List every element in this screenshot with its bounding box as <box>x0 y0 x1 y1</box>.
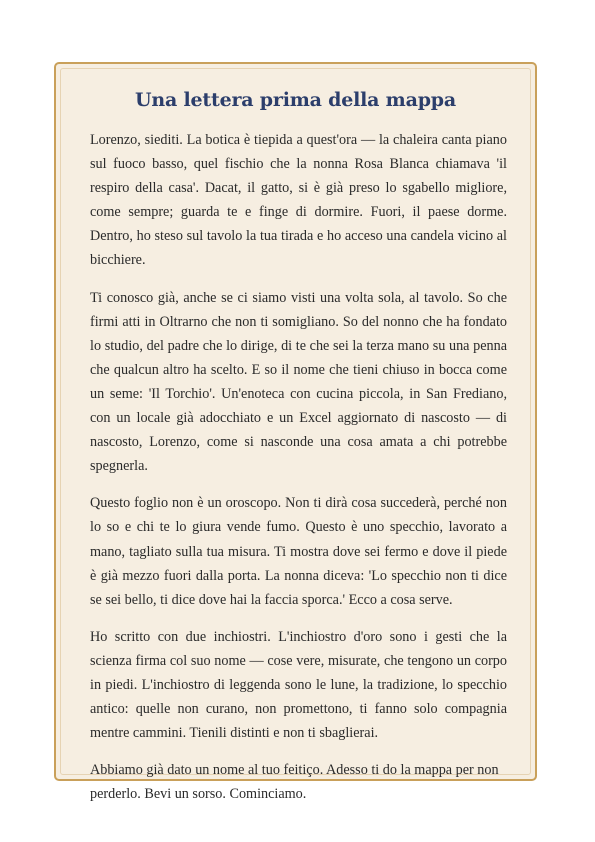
letter-paragraph-4: Ho scritto con due inchiostri. L'inchiostro d'oro sono i gesti che la scienza firma col suo nome — cose vere, misurate, che tengono un corpo in piedi. L'inchiostro di leggenda sono le lune, la tradizione, lo specchio antico: quelle non curano, non promettono, ti fanno solo compagnia mentre cammini. Tienili distinti e non ti sbaglierai. <box>90 628 507 742</box>
letter-paragraph-1: Lorenzo, siediti. La botica è tiepida a quest'ora — la chaleira canta piano sul fuoco basso, quel fischio che la nonna Rosa Blanca chiamava 'il respiro della casa'. Dacat, il gatto, si è già preso lo sgabello migliore, come sempre; guarda te e finge di dormire. Fuori, il paese dorme. Dentro, ho steso sul tavolo la tua tirada e ho acceso una candela vicino al bicchiere. <box>90 132 507 269</box>
letter-body <box>90 128 507 806</box>
letter-title: Una lettera prima della mappa <box>135 89 456 111</box>
letter-paragraph-2: Ti conosco già, anche se ci siamo visti una volta sola, al tavolo. So che firmi atti in Oltrarno che non ti somigliano. So del nonno che ha fondato lo studio, del padre che lo dirige, di te che sei la terza mano su una penna che qualcun altro ha scelto. E so il nome che tieni chiuso in bocca come un seme: 'Il Torchio'. Un'enoteca con cucina piccola, in San Frediano, con un locale già adocchiato e un Excel aggiornato di nascosto — di nascosto, Lorenzo, come si nasconde una cosa amata a chi potrebbe spegnerla. <box>90 289 507 475</box>
letter-paragraph-5: Abbiamo già dato un nome al tuo feitiço. Adesso ti do la mappa per non perderlo. Bevi un sorso. Cominciamo. <box>90 762 499 803</box>
letter-card <box>54 62 537 803</box>
letter-paragraph-3: Questo foglio non è un oroscopo. Non ti dirà cosa succederà, perché non lo so e chi te lo giura vende fumo. Questo è uno specchio, lavorato a mano, tagliato sulla tua misura. Ti mostra dove sei fermo e dove il piede è già mezzo fuori dalla porta. La nonna diceva: 'Lo specchio non ti dice se sei bello, ti dice dove hai la faccia sporca.' Ecco a cosa serve. <box>90 495 507 608</box>
